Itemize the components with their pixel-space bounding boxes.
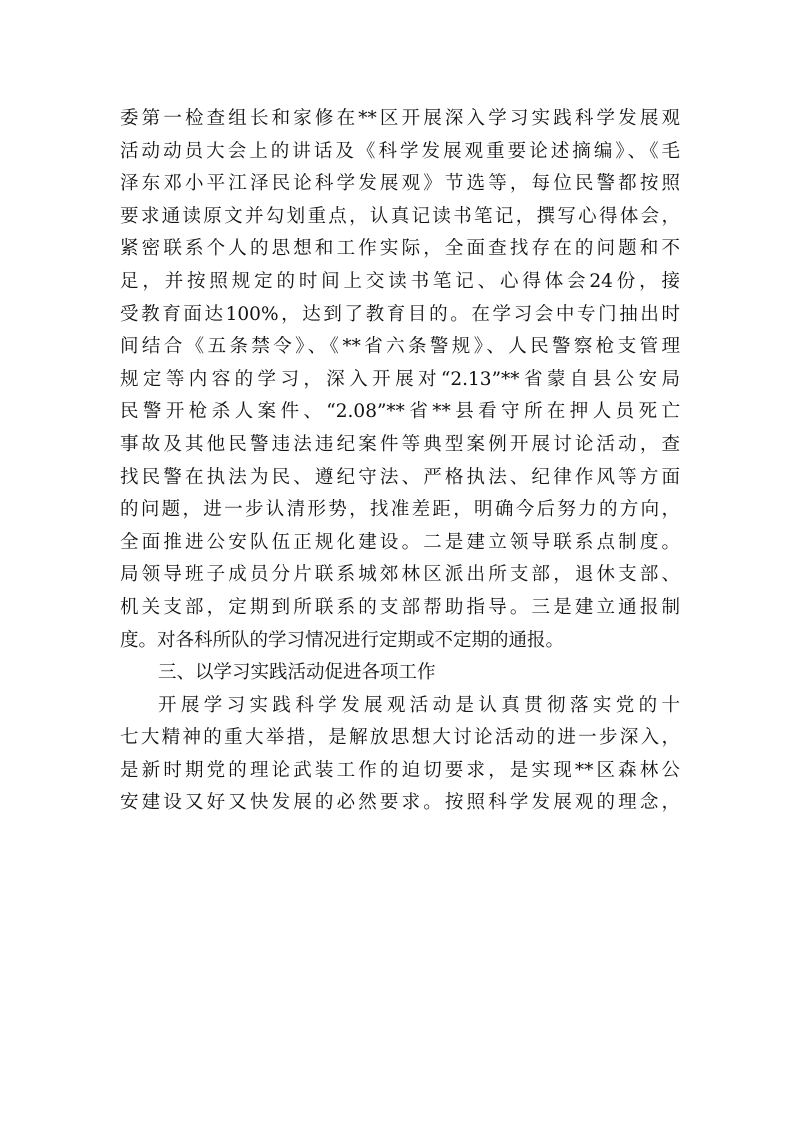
text-line: 事故及其他民警违法违纪案件等典型案例开展讨论活动，查 [120, 433, 680, 455]
text-line-paragraph-end: 度。对各科所队的学习情况进行定期或不定期的通报。 [120, 629, 565, 651]
text-line: 泽东邓小平江泽民论科学发展观》节选等，每位民警都按照 [120, 173, 680, 195]
text-line: 机关支部，定期到所联系的支部帮助指导。三是建立通报制 [120, 596, 680, 618]
text-line: 民警开枪杀人案件、“2.08”**省**县看守所在押人员死亡 [120, 401, 680, 423]
body-text [120, 103, 680, 820]
text-line: 委第一检查组长和家修在**区开展深入学习实践科学发展观 [120, 108, 680, 129]
text-line: 足，并按照规定的时间上交读书笔记、心得体会24份，接 [120, 270, 680, 292]
text-line: 七大精神的重大举措，是解放思想大讨论活动的进一步深入， [120, 727, 680, 749]
text-line: 是新时期党的理论武装工作的迫切要求，是实现**区森林公 [120, 759, 680, 781]
text-line: 规定等内容的学习，深入开展对“2.13”**省蒙自县公安局 [120, 368, 680, 390]
text-line: 局领导班子成员分片联系城郊林区派出所支部，退休支部、 [120, 564, 680, 586]
text-line: 间结合《五条禁令》、《**省六条警规》、人民警察枪支管理 [120, 336, 680, 358]
text-line: 要求通读原文并勾划重点，认真记读书笔记，撰写心得体会， [120, 205, 680, 227]
text-line: 活动动员大会上的讲话及《科学发展观重要论述摘编》、《毛 [120, 140, 680, 162]
text-line: 紧密联系个人的思想和工作实际，全面查找存在的问题和不 [120, 238, 680, 260]
text-line: 全面推进公安队伍正规化建设。二是建立领导联系点制度。 [120, 531, 680, 553]
text-line: 安建设又好又快发展的必然要求。按照科学发展观的理念， [120, 792, 680, 814]
section-heading: 三、以学习实践活动促进各项工作 [158, 662, 436, 684]
text-line: 的问题，进一步认清形势，找准差距，明确今后努力的方向， [120, 499, 680, 521]
text-line: 找民警在执法为民、遵纪守法、严格执法、纪律作风等方面 [120, 466, 680, 488]
text-line: 受教育面达100%，达到了教育目的。在学习会中专门抽出时 [120, 303, 680, 325]
text-line-paragraph-start: 开展学习实践科学发展观活动是认真贯彻落实党的十 [158, 694, 680, 716]
